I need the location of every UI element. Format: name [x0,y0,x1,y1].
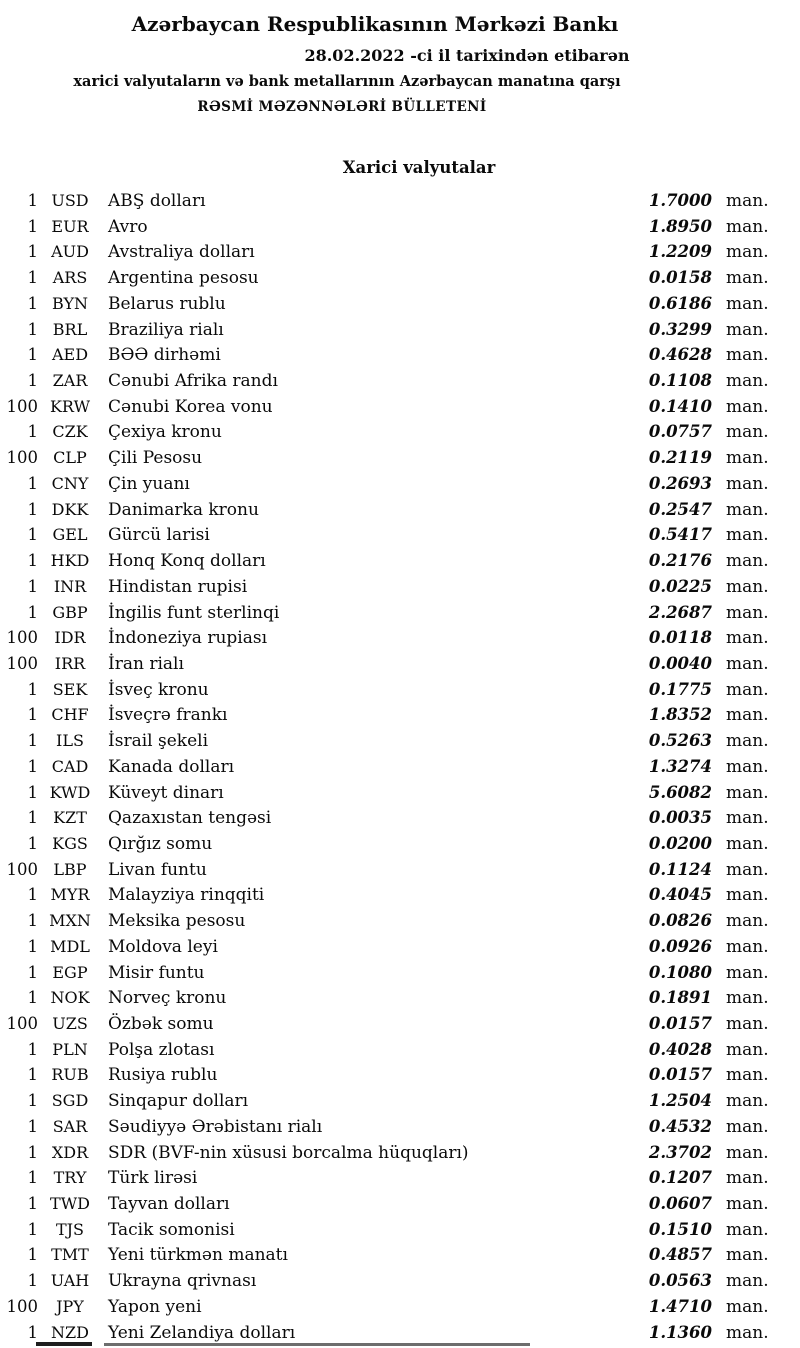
rate-value: 1.4710 [648,1296,712,1316]
row-quantity: 100 [6,448,38,468]
row-quantity: 1 [27,1245,38,1265]
rate-value: 1.7000 [648,191,712,210]
row-quantity: 1 [27,885,38,905]
row-quantity: 1 [27,911,38,931]
currency-code: BYN [51,293,89,313]
unit-label: man. [726,1296,769,1317]
rate-value: 0.5417 [648,525,712,545]
unit-label: man. [726,319,769,340]
rate-value: 0.0158 [648,268,712,288]
row-quantity: 1 [27,1194,38,1214]
unit-label: man. [726,1116,769,1137]
currency-code: KWD [49,782,91,802]
unit-label: man. [726,345,769,366]
currency-name: Özbək somu [108,1014,214,1034]
row-quantity: 1 [27,962,38,982]
rate-value: 0.4045 [648,885,712,905]
table-row [0,214,800,240]
unit-label: man. [726,525,769,546]
currency-code: KGS [52,833,88,853]
currency-name: Çexiya kronu [108,422,222,443]
row-quantity: 1 [27,936,38,956]
unit-label: man. [726,962,769,983]
row-quantity: 1 [27,319,38,339]
table-row [0,805,800,831]
rate-value: 0.1510 [648,1219,712,1239]
row-quantity: 1 [27,499,38,519]
unit-label: man. [726,833,769,854]
currency-name: Yeni türkmən manatı [108,1245,288,1266]
table-row [0,1114,800,1140]
unit-label: man. [726,1065,769,1086]
currency-name: İsveçrə frankı [108,705,228,726]
table-row [0,188,800,214]
currency-code: EGP [52,962,88,982]
rate-value: 0.1207 [648,1168,712,1188]
rate-value: 0.1775 [648,679,712,699]
currency-name: Tayvan dolları [108,1194,230,1215]
unit-label: man. [726,448,769,469]
rate-value: 0.0118 [648,628,712,648]
currency-name: İngilis funt sterlinqi [108,602,280,623]
unit-label: man. [726,1271,769,1292]
currency-code: CLP [53,448,87,468]
currency-code: KRW [49,396,91,416]
currency-code: SGD [51,1091,89,1111]
currency-name: İsveç kronu [108,679,209,700]
table-row [0,908,800,934]
table-row [0,1217,800,1243]
row-quantity: 1 [27,1142,38,1162]
currency-name: Ukrayna qrivnası [108,1271,257,1292]
table-row [0,857,800,883]
currency-code: CAD [51,756,89,776]
unit-label: man. [726,371,769,392]
rate-value: 0.2547 [648,499,712,519]
currency-name: İran rialı [108,653,184,674]
unit-label: man. [726,731,769,752]
table-row [0,625,800,651]
currency-name: Malayziya rinqqiti [108,885,265,906]
currency-name: Livan funtu [108,859,207,880]
currency-name: Cənubi Korea vonu [108,396,273,417]
rate-value: 0.0040 [648,653,712,673]
table-row [0,445,800,471]
currency-name: Səudiyyə Ərəbistanı rialı [108,1116,323,1137]
row-quantity: 1 [27,1116,38,1136]
rate-value: 0.4028 [648,1039,712,1059]
row-quantity: 1 [27,1091,38,1111]
currency-name: Gürcü larisi [108,525,210,546]
row-quantity: 1 [27,216,38,236]
table-row [0,1011,800,1037]
unit-label: man. [726,679,769,700]
currency-code: JPY [56,1296,84,1316]
table-row [0,985,800,1011]
unit-label: man. [726,859,769,880]
table-row [0,1062,800,1088]
currency-code: MXN [49,911,91,931]
unit-label: man. [726,1219,769,1240]
currency-name: Çili Pesosu [108,448,203,469]
currency-name: Qazaxıstan tengəsi [108,808,272,829]
rate-value: 0.0826 [648,911,712,931]
unit-label: man. [726,551,769,572]
currency-code: MYR [50,885,90,905]
currency-code: CHF [51,705,89,725]
currency-name: Türk lirəsi [108,1168,198,1189]
currency-code: PLN [52,1039,88,1059]
currency-code: BRL [52,319,88,339]
row-quantity: 1 [27,422,38,442]
unit-label: man. [726,1194,769,1215]
unit-label: man. [726,216,769,237]
currency-code: GBP [52,602,88,622]
row-quantity: 1 [27,345,38,365]
unit-label: man. [726,602,769,623]
currency-code: LBP [53,859,87,879]
unit-label: man. [726,1014,769,1034]
row-quantity: 1 [27,576,38,596]
row-quantity: 100 [6,396,38,416]
rate-value: 0.0035 [648,808,712,828]
unit-label: man. [726,808,769,829]
unit-label: man. [726,576,769,597]
clipped-text-fragment [104,1343,530,1346]
rate-value: 1.2504 [648,1091,712,1111]
unit-label: man. [726,1322,769,1343]
section-title-foreign-currencies: Xarici valyutalar [342,158,496,177]
table-row [0,291,800,317]
currency-code: XDR [51,1142,89,1162]
unit-label: man. [726,885,769,906]
table-row [0,317,800,343]
table-row [0,1140,800,1166]
rate-value: 0.0225 [648,576,712,596]
currency-code: MDL [50,936,90,956]
table-row [0,1165,800,1191]
currency-name: Tacik somonisi [108,1219,235,1240]
currency-code: TJS [55,1219,85,1239]
rate-value: 0.1080 [648,962,712,982]
row-quantity: 100 [6,628,38,648]
table-row [0,368,800,394]
row-quantity: 1 [27,1219,38,1239]
row-quantity: 1 [27,191,38,210]
currency-code: UAH [50,1271,90,1291]
rate-value: 1.1360 [648,1322,712,1342]
currency-code: CZK [52,422,88,442]
row-quantity: 1 [27,1322,38,1342]
rate-value: 0.1108 [648,371,712,391]
currency-code: RUB [51,1065,89,1085]
currency-code: IDR [54,628,86,648]
currency-code: AED [51,345,89,365]
table-row [0,677,800,703]
currency-name: Yapon yeni [108,1296,202,1317]
currency-name: İsrail şekeli [108,731,208,752]
rate-value: 0.0563 [648,1271,712,1291]
unit-label: man. [726,936,769,957]
rate-value: 1.8950 [648,216,712,236]
unit-label: man. [726,653,769,674]
currency-code: AUD [51,242,89,262]
currency-code: IRR [54,653,86,673]
unit-label: man. [726,1039,769,1060]
page-title: Azərbaycan Respublikasının Mərkəzi Bankı [131,12,619,36]
row-quantity: 100 [6,859,38,879]
rate-value: 0.1124 [648,859,712,879]
currency-code: KZT [53,808,87,828]
unit-label: man. [726,1168,769,1189]
currency-name: Norveç kronu [108,988,227,1009]
table-row [0,754,800,780]
currency-name: Meksika pesosu [108,911,246,932]
currency-code: TWD [50,1194,90,1214]
row-quantity: 100 [6,1296,38,1316]
row-quantity: 1 [27,242,38,262]
row-quantity: 1 [27,808,38,828]
row-quantity: 1 [27,551,38,571]
currency-code: ZAR [52,371,88,391]
rate-value: 2.2687 [648,602,712,622]
currency-name: Küveyt dinarı [108,782,224,803]
currency-code: TRY [53,1168,87,1188]
row-quantity: 1 [27,293,38,313]
row-quantity: 1 [27,705,38,725]
row-quantity: 100 [6,1014,38,1033]
unit-label: man. [726,422,769,443]
table-row [0,882,800,908]
bulletin-title: RƏSMİ MƏZƏNNƏLƏRİ BÜLLETENİ [197,99,487,115]
table-row [0,1088,800,1114]
table-row [0,960,800,986]
table-row [0,522,800,548]
rate-value: 0.4857 [648,1245,712,1265]
row-quantity: 1 [27,1065,38,1085]
table-row [0,239,800,265]
rate-value: 1.8352 [648,705,712,725]
currency-code: HKD [50,551,90,571]
rate-value: 0.5263 [648,731,712,751]
currency-code: ARS [52,268,88,288]
unit-label: man. [726,499,769,520]
unit-label: man. [726,1245,769,1266]
row-quantity: 1 [27,782,38,802]
row-quantity: 1 [27,1168,38,1188]
subject-line: xarici valyutaların və bank metallarının Azərbaycan manatına qarşı [73,73,621,90]
unit-label: man. [726,628,769,649]
rate-value: 0.2119 [648,448,712,468]
row-quantity: 1 [27,756,38,776]
table-row [0,1191,800,1217]
table-row [0,548,800,574]
clipped-text-fragment [36,1342,92,1346]
table-row [0,831,800,857]
table-row [0,1294,800,1320]
table-row [0,702,800,728]
rate-value: 0.0926 [648,936,712,956]
currency-name: Misir funtu [108,962,205,983]
currency-name: Braziliya rialı [108,319,224,340]
rate-value: 0.2176 [648,551,712,571]
unit-label: man. [726,1142,769,1163]
rate-value: 2.3702 [648,1142,712,1162]
currency-name: Polşa zlotası [108,1039,215,1060]
rate-value: 0.1891 [648,988,712,1008]
currency-name: Belarus rublu [108,293,226,314]
rate-value: 0.4628 [648,345,712,365]
unit-label: man. [726,705,769,726]
currency-code: SEK [52,679,88,699]
rate-value: 0.0607 [648,1194,712,1214]
unit-label: man. [726,242,769,263]
table-row [0,574,800,600]
currency-code: TMT [51,1245,89,1265]
table-row [0,394,800,420]
rate-value: 0.6186 [648,293,712,313]
row-quantity: 1 [27,473,38,493]
rate-value: 0.1410 [648,396,712,416]
unit-label: man. [726,473,769,494]
currency-name: Avstraliya dolları [108,242,255,263]
row-quantity: 1 [27,371,38,391]
rate-value: 0.0157 [648,1014,712,1033]
currency-code: SAR [52,1116,88,1136]
table-row [0,497,800,523]
currency-code: UZS [52,1014,88,1033]
currency-code: EUR [51,216,89,236]
rate-value: 1.2209 [648,242,712,262]
unit-label: man. [726,988,769,1009]
table-row [0,600,800,626]
currency-code: USD [51,191,89,210]
row-quantity: 1 [27,1271,38,1291]
row-quantity: 1 [27,1039,38,1059]
currency-code: NZD [51,1322,89,1342]
currency-name: Moldova leyi [108,936,218,957]
currency-name: BƏƏ dirhəmi [108,345,221,366]
currency-code: DKK [51,499,89,519]
currency-name: Kanada dolları [108,756,235,777]
currency-name: Çin yuanı [108,473,190,494]
currency-code: GEL [52,525,88,545]
row-quantity: 1 [27,988,38,1008]
row-quantity: 1 [27,731,38,751]
clipped-next-row [0,1342,800,1348]
currency-code: CNY [51,473,89,493]
rate-value: 0.2693 [648,473,712,493]
row-quantity: 100 [6,653,38,673]
unit-label: man. [726,268,769,289]
currency-name: Hindistan rupisi [108,576,248,597]
rate-value: 5.6082 [648,782,712,802]
currency-name: Yeni Zelandiya dolları [108,1322,296,1343]
currency-name: Rusiya rublu [108,1065,218,1086]
table-row [0,934,800,960]
currency-name: Argentina pesosu [108,268,259,289]
currency-name: Qırğız somu [108,833,213,854]
currency-name: Cənubi Afrika randı [108,371,278,392]
unit-label: man. [726,191,769,211]
rate-value: 0.4532 [648,1116,712,1136]
row-quantity: 1 [27,833,38,853]
currency-name: Honq Konq dolları [108,551,266,572]
unit-label: man. [726,756,769,777]
unit-label: man. [726,396,769,417]
currency-name: SDR (BVF-nin xüsusi borcalma hüquqları) [108,1142,469,1163]
table-row [0,471,800,497]
currency-code: INR [53,576,87,596]
currency-name: Sinqapur dolları [108,1091,249,1112]
effective-date-line: 28.02.2022 -ci il tarixindən etibarən [304,46,630,65]
rate-value: 0.0757 [648,422,712,442]
table-row [0,265,800,291]
table-row [0,728,800,754]
rate-value: 0.0157 [648,1065,712,1085]
rate-value: 1.3274 [648,756,712,776]
currency-name: Danimarka kronu [108,499,259,520]
rates-table [0,188,800,1345]
row-quantity: 1 [27,525,38,545]
currency-name: ABŞ dolları [108,191,206,211]
table-row [0,651,800,677]
row-quantity: 1 [27,679,38,699]
currency-name: İndoneziya rupiası [108,628,268,649]
currency-code: ILS [56,731,84,751]
currency-code: NOK [50,988,90,1008]
unit-label: man. [726,782,769,803]
rate-value: 0.0200 [648,833,712,853]
table-row [0,1268,800,1294]
unit-label: man. [726,911,769,932]
unit-label: man. [726,1091,769,1112]
row-quantity: 1 [27,268,38,288]
rate-value: 0.3299 [648,319,712,339]
row-quantity: 1 [27,602,38,622]
table-row [0,419,800,445]
table-row [0,342,800,368]
unit-label: man. [726,293,769,314]
table-row [0,1242,800,1268]
table-row [0,780,800,806]
currency-name: Avro [108,216,148,237]
table-row [0,1037,800,1063]
